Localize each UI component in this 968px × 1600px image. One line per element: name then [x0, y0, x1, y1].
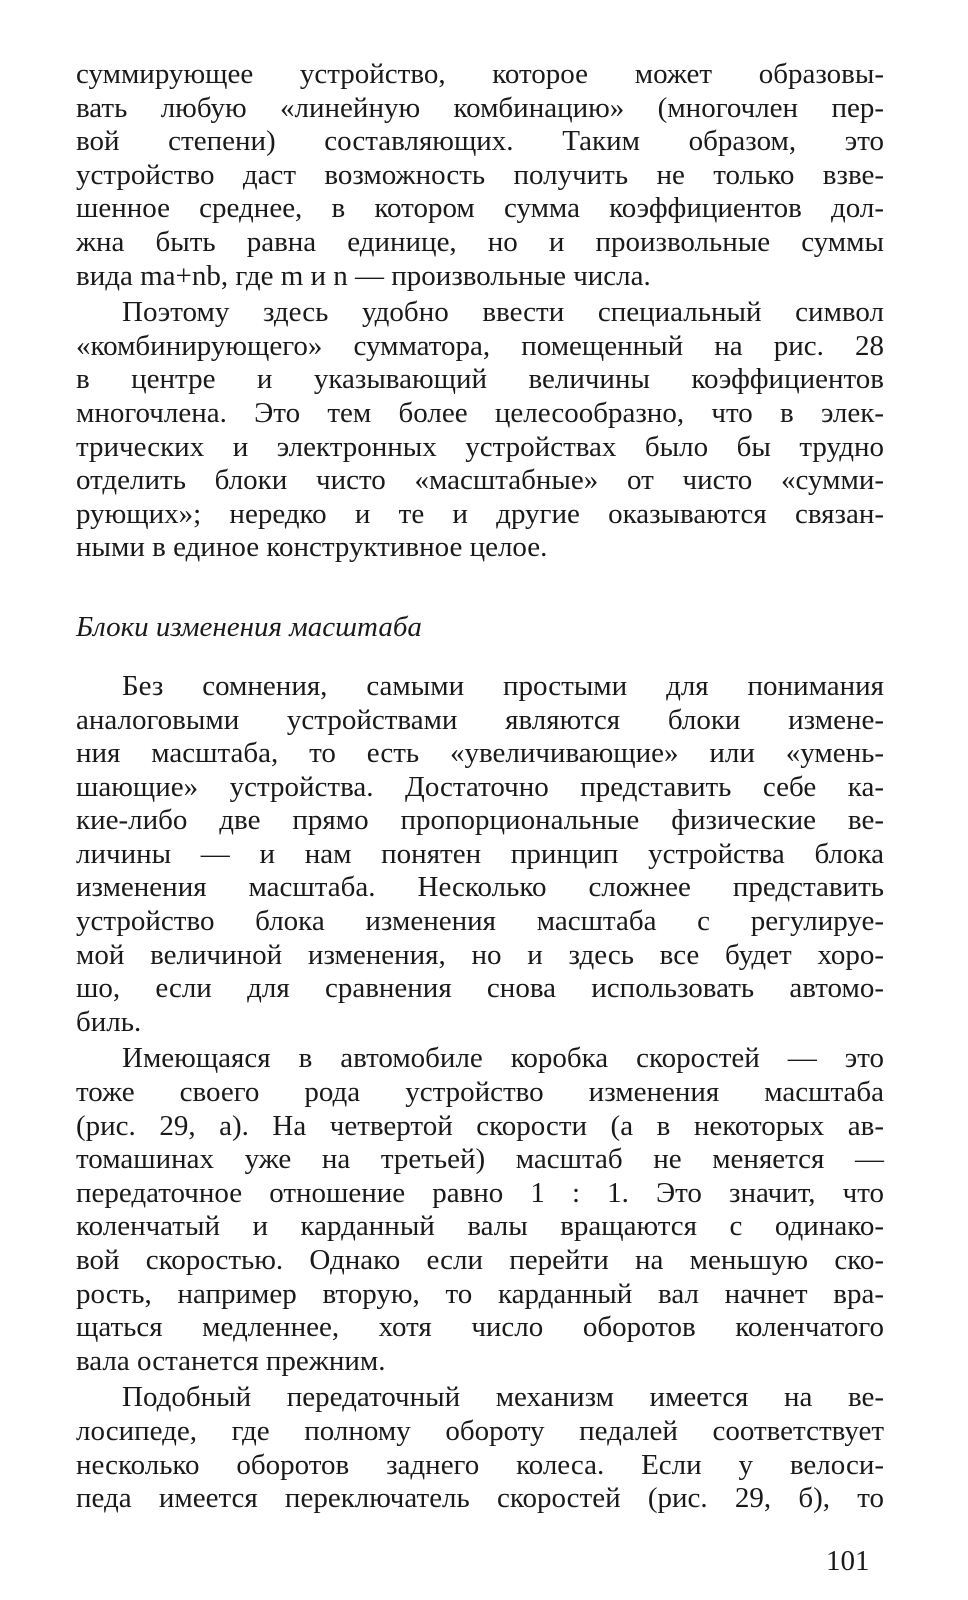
text-line: суммирующее устройство, которое может образовы- [76, 58, 884, 90]
text-line: аналоговыми устройствами являются блоки измене- [76, 703, 884, 736]
page-number: 101 [826, 1545, 870, 1577]
text-line: томашинах уже на третьей) масштаб не меняется — [76, 1143, 884, 1176]
paragraph-2 [76, 296, 884, 565]
text-line: педа имеется переключатель скоростей (рис. 29, б), то [76, 1482, 884, 1515]
text-line: вать любую «линейную комбинацию» (многочлен пер- [76, 91, 884, 124]
text-line: шенное среднее, в котором сумма коэффициентов дол- [76, 192, 884, 225]
text-line: вой скоростью. Однако если перейти на меньшую ско- [76, 1244, 884, 1276]
text-line: биль. [76, 1005, 142, 1038]
text-line: лосипеде, где полному обороту педалей соответствует [76, 1414, 884, 1447]
text-line: передаточное отношение равно 1 : 1. Это значит, что [76, 1176, 884, 1209]
text-line: многочлена. Это тем более целесообразно, что в элек- [76, 396, 884, 429]
text-line: шо, если для сравнения снова использовать автомо- [76, 972, 884, 1005]
text-line: ния масштаба, то есть «увеличивающие» или «умень- [76, 737, 884, 770]
text-line: щаться медленнее, хотя число оборотов коленчатого [76, 1311, 884, 1344]
paragraph-1 [76, 58, 884, 293]
text-line: в центре и указывающий величины коэффициентов [76, 363, 884, 396]
text-line: ными в единое конструктивное целое. [76, 531, 548, 564]
section-heading: Блоки изменения масштаба [76, 610, 422, 643]
text-line: изменения масштаба. Несколько сложнее представить [76, 871, 884, 904]
text-line: Поэтому здесь удобно ввести специальный символ [122, 296, 884, 329]
text-line: вой степени) составляющих. Таким образом, это [76, 125, 884, 158]
text-line: «комбинирующего» сумматора, помещенный на рис. 28 [76, 329, 884, 362]
paragraph-4 [76, 1042, 884, 1378]
text-line: рость, например вторую, то карданный вал начнет вра- [76, 1277, 884, 1310]
book-page [76, 58, 884, 1519]
text-line: трических и электронных устройствах было бы трудно [76, 430, 884, 463]
text-line: вида ma+nb, где m и n — произвольные числа. [76, 259, 651, 292]
text-line: вала останется прежним. [76, 1344, 386, 1377]
text-line: отделить блоки чисто «масштабные» от чисто «сумми- [76, 464, 884, 497]
text-line: шающие» устройства. Достаточно представить себе ка- [76, 770, 884, 803]
paragraph-3 [76, 670, 884, 1040]
text-line: Подобный передаточный механизм имеется на ве- [122, 1381, 884, 1414]
text-line: устройство даст возможность получить не только взве- [76, 158, 884, 191]
text-line: жна быть равна единице, но и произвольные суммы [76, 225, 884, 258]
text-line: Имеющаяся в автомобиле коробка скоростей — это [122, 1042, 884, 1075]
text-line: несколько оборотов заднего колеса. Если у велоси- [76, 1448, 884, 1481]
text-line: личины — и нам понятен принцип устройства блока [76, 837, 884, 870]
text-line: Без сомнения, самыми простыми для понимания [122, 669, 884, 702]
text-line: кие-либо две прямо пропорциональные физические ве- [76, 804, 884, 837]
text-line: коленчатый и карданный валы вращаются с одинако- [76, 1210, 884, 1243]
paragraph-5 [76, 1381, 884, 1515]
text-line: (рис. 29, а). На четвертой скорости (а в некоторых ав- [76, 1109, 884, 1142]
text-line: тоже своего рода устройство изменения масштаба [76, 1076, 884, 1109]
text-line: устройство блока изменения масштаба с регулируе- [76, 905, 884, 938]
text-line: рующих»; нередко и те и другие оказываются связан- [76, 497, 884, 530]
text-line: мой величиной изменения, но и здесь все будет хоро- [76, 938, 884, 971]
